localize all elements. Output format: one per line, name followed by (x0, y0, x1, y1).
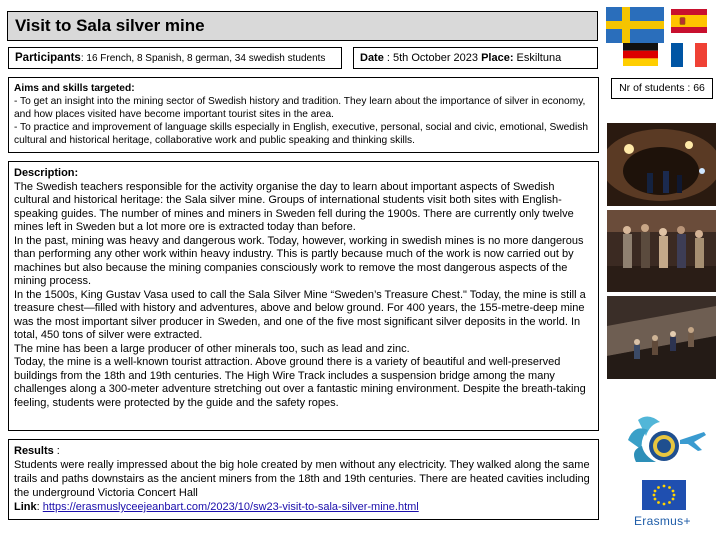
description-paragraph: Today, the mine is a well-known tourist attraction. Above ground there is a variety of beautiful and well-preserved buildings from the 18th and 19th centuries. The High Wire Track includes a suspension bridge among the many challenges along a 300-meter adventure stretching out over a fantastic mining environment. Despite the breath-taking feeling, students were protected by the guide and the safety ropes. (14, 356, 586, 409)
nr-students-box: Nr of students : 66 (611, 78, 713, 99)
aims-box (8, 77, 599, 153)
description-paragraph: The Swedish teachers responsible for the activity organise the day to learn about important aspects of Swedish cultural and historical heritage: the Sala silver mine. Groups of international students visit both sites with English- speaking guides. The number of mines and miners in Sweden fell during the 1900s. There are currently only twelve mines left in Sweden but a lot more ore is extracted today than before. (14, 180, 574, 233)
mine-photo-2 (607, 210, 716, 292)
aims-item: - To practice and improvement of language skills especially in English, executive, personal, social and civic, emotional, Swedish cultural and historical heritage, collaborative work and public speaking and thinking skills. (14, 122, 589, 146)
aims-item: - To get an insight into the mining sector of Swedish history and tradition. They learn about the importance of silver in economy, and how places visited have become important tourist sites in the area. (14, 96, 586, 120)
spain-flag (671, 9, 707, 33)
aims-heading: Aims and skills targeted: (14, 83, 135, 94)
description-paragraph: The mine has been a large producer of other minerals too, such as lead and zinc. (14, 342, 410, 355)
participants-value: : 16 French, 8 Spanish, 8 german, 34 swedish students (80, 53, 326, 64)
date-place-box (353, 47, 598, 69)
description-paragraph: In the past, mining was heavy and dangerous work. Today, however, working in swedish mines is no more dangerous than performing any other work within heavy industry. This is partly because much of the work is now carried out by machines but also because the mining companies consciously work to remove the most dangerous aspects of the mining process. (14, 234, 584, 287)
eu-flag-icon (642, 480, 686, 510)
germany-flag (623, 43, 658, 66)
erasmus-plus-logo-text: Erasmus+ (634, 514, 691, 528)
project-logo-icon (620, 410, 715, 480)
link-suffix: : (36, 501, 43, 513)
description-heading: Description: (14, 167, 79, 179)
france-flag (671, 43, 707, 67)
participants-box (8, 47, 342, 69)
description-paragraph: In the 1500s, King Gustav Vasa used to call the Sala Silver Mine “Sweden’s Treasure Chest." Today, the mine is still a treasure chest—filled with history and adventures, above and below ground. For 400 years, the 155-metre-deep mine was the most important silver producer in Sweden, and one of the five most significant silver deposits in the world. In total, 450 tons of silver were extracted. (14, 288, 586, 341)
mine-photo-1 (607, 123, 716, 206)
participants-label: Participants (15, 52, 81, 64)
sweden-flag (606, 7, 664, 43)
place-label: Place: (481, 52, 514, 64)
link-label: Link (14, 501, 37, 513)
results-heading: Results (14, 445, 54, 457)
place-value: Eskiltuna (513, 52, 562, 64)
results-heading-suffix: : (53, 445, 60, 457)
page-title: Visit to Sala silver mine (7, 11, 598, 41)
date-value: : 5th October 2023 (383, 52, 482, 64)
mine-photo-3 (607, 296, 716, 379)
date-label: Date (360, 52, 384, 64)
results-text: Students were really impressed about the big hole created by men without any electricity. They walked along the same trails and paths downstairs as the ancient miners from the 18th and 19th centuries. There are heated cavities including the underground Victoria Concert Hall (14, 459, 590, 499)
description-box (8, 161, 599, 431)
erasmus-logo-area (620, 410, 715, 530)
results-box (8, 439, 599, 520)
results-link[interactable]: https://erasmuslyceejeanbart.com/2023/10/sw23-visit-to-sala-silver-mine.html (42, 501, 419, 513)
